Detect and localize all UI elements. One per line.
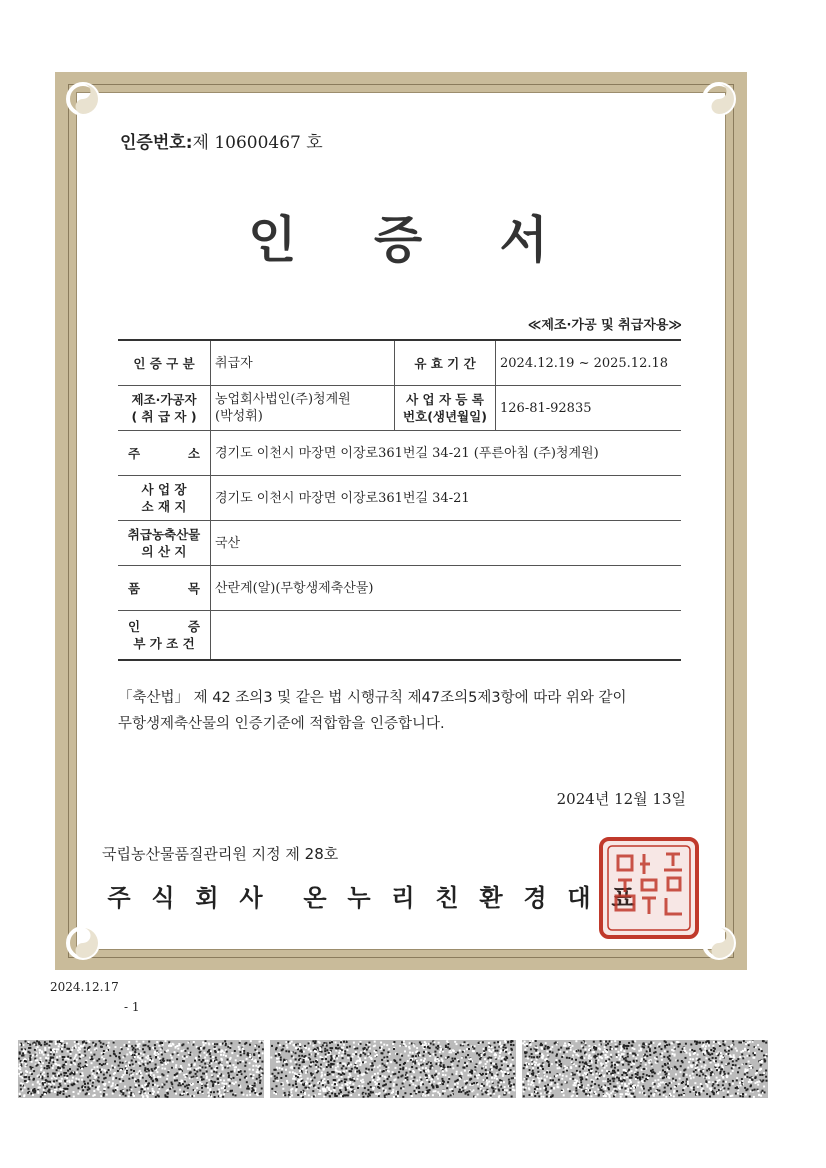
page-title: 인 증 서	[248, 211, 578, 269]
designating-agency: 국립농산물품질관리원 지정 제 28호	[102, 845, 339, 863]
site-label	[118, 476, 211, 521]
company-char: 친	[435, 884, 465, 912]
company-char: 사	[239, 884, 269, 912]
certificate-number	[120, 128, 323, 153]
issue-date: 2024년 12월 13일	[556, 790, 686, 808]
table-row	[118, 566, 681, 611]
origin-label	[118, 521, 211, 566]
company-char: 리	[391, 884, 421, 912]
address-label-b: 소	[187, 445, 200, 461]
maker-label-line2: ( 취 급 자 )	[131, 409, 197, 424]
page-number: - 1	[124, 1000, 140, 1014]
cert-type-label: 인 증 구 분	[118, 340, 211, 386]
company-char: 경	[523, 884, 553, 912]
security-noise	[18, 1040, 264, 1098]
validity-value: 2024.12.19 ~ 2025.12.18	[496, 340, 682, 386]
bizno-label-line1: 사 업 자 등 록	[406, 392, 484, 407]
bizno-label-line2: 번호(생년월일)	[403, 409, 487, 424]
corner-ornament-icon	[60, 76, 106, 122]
certification-statement	[118, 685, 688, 737]
table-row	[118, 611, 681, 661]
condition-label-line2: 부 가 조 건	[133, 636, 195, 651]
company-char: 식	[151, 884, 181, 912]
address-label-a: 주	[128, 445, 141, 461]
security-pattern	[522, 1040, 768, 1098]
site-label-line1: 사 업 장	[141, 482, 187, 497]
validity-label: 유 효 기 간	[395, 340, 496, 386]
corner-ornament-icon	[696, 76, 742, 122]
table-row	[118, 476, 681, 521]
certificate-info-table	[118, 339, 681, 661]
company-char: 회	[195, 884, 225, 912]
address-value: 경기도 이천시 마장면 이장로361번길 34-21 (푸른아침 (주)청계원)	[211, 431, 682, 476]
company-char: 누	[347, 884, 377, 912]
security-noise	[270, 1040, 516, 1098]
item-label-a: 품	[128, 580, 141, 596]
certificate-subtitle: ≪제조·가공 및 취급자용≫	[527, 318, 682, 333]
corner-ornament-icon	[60, 920, 106, 966]
origin-label-line1: 취급농축산물	[127, 527, 201, 542]
corner-ornament-icon	[696, 920, 742, 966]
origin-value: 국산	[211, 521, 682, 566]
bizno-label	[395, 386, 496, 431]
security-noise	[522, 1040, 768, 1098]
condition-label-a: 인	[128, 619, 141, 634]
company-char: 환	[479, 884, 509, 912]
maker-label-line1: 제조·가공자	[131, 392, 197, 407]
table-row	[118, 340, 681, 386]
footer-date: 2024.12.17	[50, 980, 119, 994]
statement-line1: 「축산법」 제 42 조의3 및 같은 법 시행규칙 제47조의5제3항에 따라 위와 같이	[118, 690, 627, 706]
address-label	[118, 431, 211, 476]
security-pattern	[18, 1040, 264, 1098]
table-row	[118, 431, 681, 476]
maker-label	[118, 386, 211, 431]
company-seal-icon	[598, 836, 700, 940]
origin-label-line2: 의 산 지	[141, 544, 187, 559]
company-char: 주	[107, 884, 137, 912]
certificate-number-value: 제 10600467 호	[192, 133, 323, 153]
company-char: 온	[303, 884, 333, 912]
certificate-number-label: 인증번호:	[120, 133, 193, 153]
security-pattern	[270, 1040, 516, 1098]
maker-value	[211, 386, 395, 431]
company-name	[100, 878, 648, 913]
item-label	[118, 566, 211, 611]
item-value: 산란계(알)(무항생제축산물)	[211, 566, 682, 611]
statement-line2: 무항생제축산물의 인증기준에 적합함을 인증합니다.	[118, 716, 445, 732]
cert-type-value: 취급자	[211, 340, 395, 386]
condition-label-b: 증	[187, 619, 200, 634]
table-row	[118, 521, 681, 566]
site-value: 경기도 이천시 마장면 이장로361번길 34-21	[211, 476, 682, 521]
company-char: 대	[567, 884, 597, 912]
condition-label	[118, 611, 211, 661]
maker-value-line2: (박성휘)	[215, 409, 263, 424]
maker-value-line1: 농업회사법인(주)청계원	[215, 392, 351, 407]
site-label-line2: 소 재 지	[141, 499, 187, 514]
condition-value	[211, 611, 682, 661]
item-label-b: 목	[187, 580, 200, 596]
table-row	[118, 386, 681, 431]
bizno-value: 126-81-92835	[496, 386, 682, 431]
